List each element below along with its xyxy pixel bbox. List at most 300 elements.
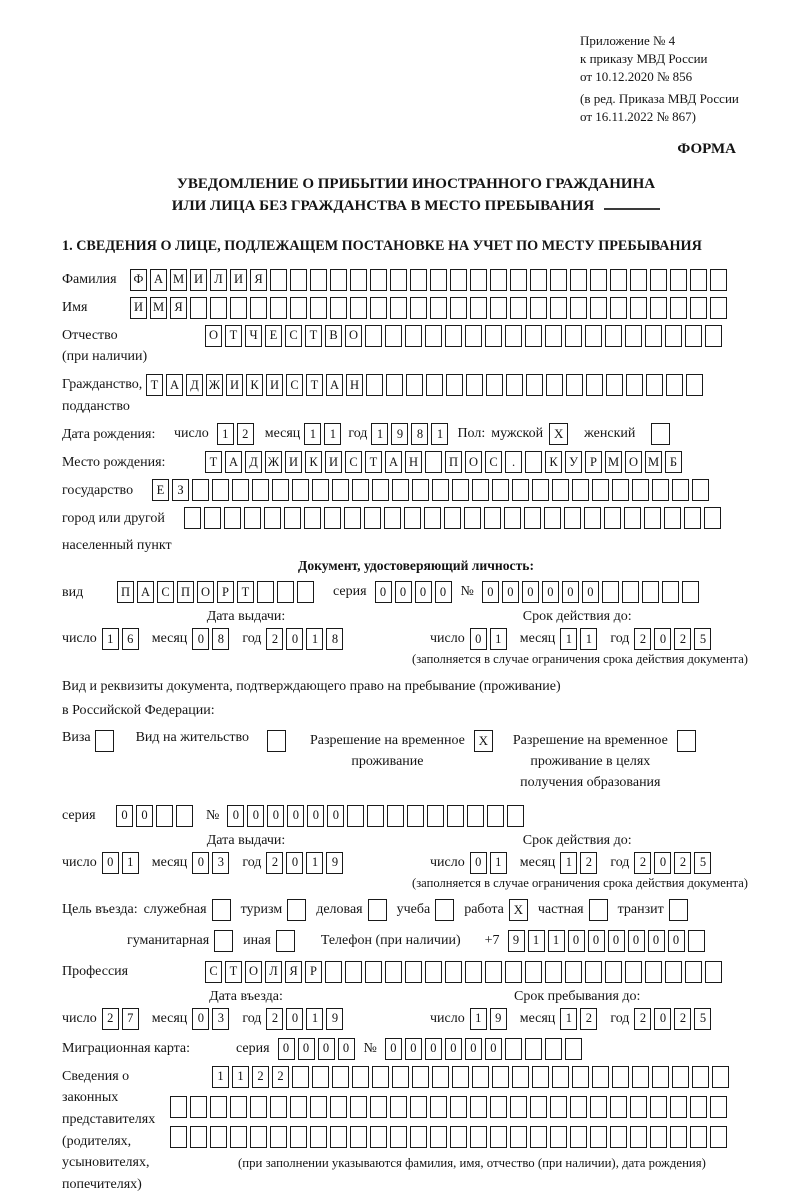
char-cell[interactable] — [406, 374, 423, 396]
char-cell[interactable] — [372, 1066, 389, 1088]
char-cell[interactable] — [570, 1096, 587, 1118]
char-cell[interactable]: 0 — [648, 930, 665, 952]
char-cell[interactable]: 0 — [470, 628, 487, 650]
char-cell[interactable] — [672, 1066, 689, 1088]
char-cell[interactable] — [450, 297, 467, 319]
char-cell[interactable] — [492, 479, 509, 501]
char-cell[interactable] — [486, 374, 503, 396]
char-cell[interactable] — [310, 1096, 327, 1118]
char-cell[interactable] — [590, 1126, 607, 1148]
char-cell[interactable]: 2 — [237, 423, 254, 445]
char-cell[interactable] — [190, 1126, 207, 1148]
char-cell[interactable]: Р — [217, 581, 234, 603]
char-cell[interactable] — [330, 269, 347, 291]
char-cell[interactable]: Т — [305, 325, 322, 347]
char-cell[interactable]: 1 — [470, 1008, 487, 1030]
purpose-transit-checkbox[interactable] — [669, 899, 688, 921]
char-cell[interactable]: 2 — [580, 1008, 597, 1030]
char-cell[interactable] — [252, 479, 269, 501]
char-cell[interactable] — [370, 1096, 387, 1118]
char-cell[interactable] — [485, 325, 502, 347]
char-cell[interactable]: 1 — [431, 423, 448, 445]
char-cell[interactable]: 0 — [287, 805, 304, 827]
char-cell[interactable]: 2 — [252, 1066, 269, 1088]
male-checkbox[interactable]: X — [549, 423, 568, 445]
char-cell[interactable]: Т — [225, 961, 242, 983]
char-cell[interactable]: 0 — [192, 852, 209, 874]
char-cell[interactable] — [270, 1096, 287, 1118]
char-cell[interactable] — [670, 1126, 687, 1148]
char-cell[interactable] — [277, 581, 294, 603]
char-cell[interactable] — [450, 1096, 467, 1118]
char-cell[interactable]: 1 — [371, 423, 388, 445]
char-cell[interactable]: 1 — [490, 628, 507, 650]
char-cell[interactable] — [410, 297, 427, 319]
char-cell[interactable]: И — [285, 451, 302, 473]
char-cell[interactable] — [310, 269, 327, 291]
char-cell[interactable] — [564, 507, 581, 529]
char-cell[interactable] — [565, 1038, 582, 1060]
char-cell[interactable] — [592, 479, 609, 501]
char-cell[interactable] — [385, 325, 402, 347]
char-cell[interactable] — [490, 1126, 507, 1148]
char-cell[interactable]: 8 — [212, 628, 229, 650]
char-cell[interactable]: 2 — [634, 852, 651, 874]
char-cell[interactable] — [224, 507, 241, 529]
residence-permit-checkbox[interactable] — [267, 730, 286, 752]
char-cell[interactable]: А — [137, 581, 154, 603]
char-cell[interactable]: Р — [305, 961, 322, 983]
char-cell[interactable] — [512, 479, 529, 501]
char-cell[interactable]: 0 — [307, 805, 324, 827]
char-cell[interactable] — [297, 581, 314, 603]
char-cell[interactable]: 1 — [324, 423, 341, 445]
char-cell[interactable]: 1 — [548, 930, 565, 952]
char-cell[interactable]: 9 — [326, 852, 343, 874]
char-cell[interactable]: 0 — [435, 581, 452, 603]
char-cell[interactable]: 0 — [298, 1038, 315, 1060]
char-cell[interactable] — [405, 961, 422, 983]
char-cell[interactable] — [392, 1066, 409, 1088]
char-cell[interactable]: 0 — [286, 628, 303, 650]
char-cell[interactable] — [350, 1096, 367, 1118]
char-cell[interactable] — [565, 325, 582, 347]
char-cell[interactable]: 0 — [522, 581, 539, 603]
char-cell[interactable] — [566, 374, 583, 396]
char-cell[interactable] — [365, 325, 382, 347]
char-cell[interactable]: 2 — [634, 1008, 651, 1030]
char-cell[interactable]: Т — [146, 374, 163, 396]
char-cell[interactable]: 0 — [286, 1008, 303, 1030]
rvp-checkbox[interactable]: X — [474, 730, 493, 752]
char-cell[interactable] — [250, 297, 267, 319]
char-cell[interactable] — [610, 1096, 627, 1118]
char-cell[interactable]: 1 — [560, 628, 577, 650]
char-cell[interactable] — [465, 325, 482, 347]
rvp-education-checkbox[interactable] — [677, 730, 696, 752]
char-cell[interactable] — [692, 1066, 709, 1088]
char-cell[interactable] — [230, 297, 247, 319]
visa-checkbox[interactable] — [95, 730, 114, 752]
char-cell[interactable] — [352, 479, 369, 501]
char-cell[interactable]: Н — [405, 451, 422, 473]
char-cell[interactable]: 0 — [485, 1038, 502, 1060]
char-cell[interactable] — [590, 269, 607, 291]
char-cell[interactable]: 0 — [318, 1038, 335, 1060]
char-cell[interactable] — [484, 507, 501, 529]
char-cell[interactable] — [350, 297, 367, 319]
char-cell[interactable] — [430, 297, 447, 319]
char-cell[interactable] — [570, 297, 587, 319]
char-cell[interactable] — [332, 1066, 349, 1088]
char-cell[interactable] — [490, 269, 507, 291]
char-cell[interactable]: 0 — [654, 852, 671, 874]
char-cell[interactable]: 7 — [122, 1008, 139, 1030]
char-cell[interactable] — [550, 1126, 567, 1148]
char-cell[interactable]: 1 — [528, 930, 545, 952]
char-cell[interactable] — [690, 1096, 707, 1118]
char-cell[interactable] — [192, 479, 209, 501]
char-cell[interactable]: И — [266, 374, 283, 396]
char-cell[interactable] — [427, 805, 444, 827]
char-cell[interactable] — [450, 269, 467, 291]
char-cell[interactable]: И — [230, 269, 247, 291]
char-cell[interactable]: У — [565, 451, 582, 473]
char-cell[interactable] — [705, 325, 722, 347]
char-cell[interactable] — [530, 269, 547, 291]
char-cell[interactable]: Я — [250, 269, 267, 291]
char-cell[interactable]: 0 — [628, 930, 645, 952]
char-cell[interactable] — [570, 1126, 587, 1148]
char-cell[interactable] — [585, 961, 602, 983]
char-cell[interactable] — [690, 1126, 707, 1148]
char-cell[interactable] — [685, 961, 702, 983]
char-cell[interactable] — [244, 507, 261, 529]
char-cell[interactable] — [565, 961, 582, 983]
char-cell[interactable]: 0 — [192, 628, 209, 650]
char-cell[interactable] — [630, 269, 647, 291]
char-cell[interactable] — [590, 297, 607, 319]
char-cell[interactable] — [170, 1126, 187, 1148]
char-cell[interactable] — [624, 507, 641, 529]
char-cell[interactable] — [472, 479, 489, 501]
char-cell[interactable] — [612, 479, 629, 501]
char-cell[interactable] — [670, 1096, 687, 1118]
purpose-private-checkbox[interactable] — [589, 899, 608, 921]
char-cell[interactable]: 0 — [247, 805, 264, 827]
char-cell[interactable] — [510, 297, 527, 319]
char-cell[interactable] — [407, 805, 424, 827]
char-cell[interactable] — [250, 1096, 267, 1118]
char-cell[interactable] — [672, 479, 689, 501]
char-cell[interactable]: 2 — [674, 628, 691, 650]
char-cell[interactable] — [510, 1096, 527, 1118]
char-cell[interactable]: 1 — [304, 423, 321, 445]
char-cell[interactable]: 5 — [694, 852, 711, 874]
char-cell[interactable] — [232, 479, 249, 501]
char-cell[interactable] — [572, 1066, 589, 1088]
char-cell[interactable] — [292, 1066, 309, 1088]
char-cell[interactable] — [470, 1126, 487, 1148]
char-cell[interactable] — [512, 1066, 529, 1088]
char-cell[interactable]: 0 — [267, 805, 284, 827]
char-cell[interactable] — [350, 269, 367, 291]
char-cell[interactable] — [272, 479, 289, 501]
char-cell[interactable] — [430, 269, 447, 291]
char-cell[interactable]: О — [205, 325, 222, 347]
female-checkbox[interactable] — [651, 423, 670, 445]
char-cell[interactable] — [472, 1066, 489, 1088]
char-cell[interactable] — [505, 961, 522, 983]
char-cell[interactable] — [552, 479, 569, 501]
char-cell[interactable] — [384, 507, 401, 529]
char-cell[interactable]: И — [226, 374, 243, 396]
char-cell[interactable]: 5 — [694, 628, 711, 650]
char-cell[interactable]: 0 — [338, 1038, 355, 1060]
char-cell[interactable] — [452, 1066, 469, 1088]
char-cell[interactable]: 0 — [327, 805, 344, 827]
char-cell[interactable] — [464, 507, 481, 529]
char-cell[interactable] — [532, 1066, 549, 1088]
char-cell[interactable]: 1 — [306, 852, 323, 874]
char-cell[interactable]: 0 — [668, 930, 685, 952]
char-cell[interactable] — [644, 507, 661, 529]
char-cell[interactable] — [632, 479, 649, 501]
char-cell[interactable] — [250, 1126, 267, 1148]
char-cell[interactable] — [204, 507, 221, 529]
char-cell[interactable] — [684, 507, 701, 529]
char-cell[interactable]: Ф — [130, 269, 147, 291]
char-cell[interactable]: Е — [152, 479, 169, 501]
char-cell[interactable]: Я — [285, 961, 302, 983]
char-cell[interactable]: 2 — [674, 852, 691, 874]
char-cell[interactable]: 2 — [634, 628, 651, 650]
char-cell[interactable] — [470, 269, 487, 291]
char-cell[interactable] — [170, 1096, 187, 1118]
char-cell[interactable]: 0 — [608, 930, 625, 952]
char-cell[interactable] — [390, 1096, 407, 1118]
char-cell[interactable]: 2 — [266, 628, 283, 650]
char-cell[interactable] — [425, 451, 442, 473]
char-cell[interactable]: 1 — [122, 852, 139, 874]
char-cell[interactable] — [610, 1126, 627, 1148]
char-cell[interactable] — [330, 1126, 347, 1148]
char-cell[interactable] — [602, 581, 619, 603]
char-cell[interactable] — [570, 269, 587, 291]
char-cell[interactable]: 6 — [122, 628, 139, 650]
char-cell[interactable] — [264, 507, 281, 529]
char-cell[interactable] — [345, 961, 362, 983]
char-cell[interactable]: Т — [205, 451, 222, 473]
char-cell[interactable]: 0 — [482, 581, 499, 603]
char-cell[interactable]: 1 — [306, 628, 323, 650]
char-cell[interactable]: С — [157, 581, 174, 603]
char-cell[interactable]: П — [177, 581, 194, 603]
char-cell[interactable]: И — [190, 269, 207, 291]
char-cell[interactable]: 0 — [542, 581, 559, 603]
char-cell[interactable] — [257, 581, 274, 603]
char-cell[interactable] — [270, 269, 287, 291]
char-cell[interactable] — [330, 297, 347, 319]
char-cell[interactable]: 2 — [272, 1066, 289, 1088]
char-cell[interactable]: 1 — [580, 628, 597, 650]
char-cell[interactable]: Т — [365, 451, 382, 473]
purpose-business-checkbox[interactable] — [368, 899, 387, 921]
char-cell[interactable]: 0 — [654, 1008, 671, 1030]
char-cell[interactable] — [585, 325, 602, 347]
char-cell[interactable] — [625, 325, 642, 347]
char-cell[interactable]: 3 — [212, 1008, 229, 1030]
char-cell[interactable] — [432, 479, 449, 501]
char-cell[interactable]: 2 — [266, 852, 283, 874]
char-cell[interactable] — [710, 1126, 727, 1148]
char-cell[interactable]: Л — [265, 961, 282, 983]
purpose-tourism-checkbox[interactable] — [287, 899, 306, 921]
char-cell[interactable]: 8 — [411, 423, 428, 445]
char-cell[interactable] — [366, 374, 383, 396]
char-cell[interactable] — [690, 269, 707, 291]
char-cell[interactable] — [626, 374, 643, 396]
char-cell[interactable] — [330, 1096, 347, 1118]
char-cell[interactable] — [670, 297, 687, 319]
char-cell[interactable]: О — [465, 451, 482, 473]
char-cell[interactable]: И — [130, 297, 147, 319]
char-cell[interactable]: А — [225, 451, 242, 473]
char-cell[interactable] — [550, 1096, 567, 1118]
char-cell[interactable] — [485, 961, 502, 983]
char-cell[interactable]: С — [205, 961, 222, 983]
char-cell[interactable]: . — [505, 451, 522, 473]
char-cell[interactable] — [710, 269, 727, 291]
char-cell[interactable]: М — [170, 269, 187, 291]
char-cell[interactable] — [505, 1038, 522, 1060]
char-cell[interactable] — [210, 1126, 227, 1148]
char-cell[interactable] — [665, 961, 682, 983]
char-cell[interactable] — [367, 805, 384, 827]
char-cell[interactable] — [550, 269, 567, 291]
char-cell[interactable] — [586, 374, 603, 396]
char-cell[interactable] — [212, 479, 229, 501]
char-cell[interactable] — [284, 507, 301, 529]
char-cell[interactable] — [184, 507, 201, 529]
char-cell[interactable] — [664, 507, 681, 529]
char-cell[interactable] — [390, 297, 407, 319]
char-cell[interactable]: З — [172, 479, 189, 501]
char-cell[interactable] — [666, 374, 683, 396]
char-cell[interactable] — [625, 961, 642, 983]
char-cell[interactable] — [490, 297, 507, 319]
char-cell[interactable] — [270, 1126, 287, 1148]
char-cell[interactable] — [370, 269, 387, 291]
char-cell[interactable] — [312, 1066, 329, 1088]
char-cell[interactable]: 0 — [395, 581, 412, 603]
char-cell[interactable] — [642, 581, 659, 603]
char-cell[interactable] — [605, 325, 622, 347]
char-cell[interactable] — [290, 1126, 307, 1148]
char-cell[interactable] — [350, 1126, 367, 1148]
char-cell[interactable]: 0 — [286, 852, 303, 874]
char-cell[interactable] — [467, 805, 484, 827]
char-cell[interactable] — [310, 297, 327, 319]
char-cell[interactable]: М — [645, 451, 662, 473]
char-cell[interactable] — [605, 961, 622, 983]
char-cell[interactable] — [544, 507, 561, 529]
char-cell[interactable] — [524, 507, 541, 529]
char-cell[interactable] — [465, 961, 482, 983]
char-cell[interactable]: Р — [585, 451, 602, 473]
char-cell[interactable] — [210, 1096, 227, 1118]
char-cell[interactable] — [425, 961, 442, 983]
char-cell[interactable]: 0 — [102, 852, 119, 874]
char-cell[interactable] — [530, 1126, 547, 1148]
char-cell[interactable]: 0 — [582, 581, 599, 603]
char-cell[interactable] — [645, 961, 662, 983]
char-cell[interactable] — [344, 507, 361, 529]
char-cell[interactable]: 1 — [560, 852, 577, 874]
char-cell[interactable]: 9 — [508, 930, 525, 952]
char-cell[interactable] — [505, 325, 522, 347]
char-cell[interactable]: Ж — [206, 374, 223, 396]
char-cell[interactable]: А — [385, 451, 402, 473]
char-cell[interactable]: С — [345, 451, 362, 473]
char-cell[interactable]: 1 — [490, 852, 507, 874]
char-cell[interactable]: Н — [346, 374, 363, 396]
char-cell[interactable]: 1 — [232, 1066, 249, 1088]
char-cell[interactable]: К — [246, 374, 263, 396]
char-cell[interactable]: Л — [210, 269, 227, 291]
char-cell[interactable]: 0 — [116, 805, 133, 827]
char-cell[interactable] — [445, 961, 462, 983]
char-cell[interactable] — [370, 1126, 387, 1148]
purpose-study-checkbox[interactable] — [435, 899, 454, 921]
char-cell[interactable] — [545, 325, 562, 347]
char-cell[interactable]: 0 — [425, 1038, 442, 1060]
char-cell[interactable]: 0 — [192, 1008, 209, 1030]
char-cell[interactable]: 2 — [102, 1008, 119, 1030]
char-cell[interactable] — [372, 479, 389, 501]
char-cell[interactable] — [492, 1066, 509, 1088]
char-cell[interactable] — [650, 1126, 667, 1148]
char-cell[interactable]: 5 — [694, 1008, 711, 1030]
char-cell[interactable]: 1 — [560, 1008, 577, 1030]
char-cell[interactable]: 3 — [212, 852, 229, 874]
char-cell[interactable]: 0 — [278, 1038, 295, 1060]
char-cell[interactable] — [386, 374, 403, 396]
char-cell[interactable] — [446, 374, 463, 396]
char-cell[interactable] — [410, 269, 427, 291]
char-cell[interactable]: 1 — [102, 628, 119, 650]
char-cell[interactable]: 9 — [326, 1008, 343, 1030]
char-cell[interactable] — [630, 297, 647, 319]
char-cell[interactable]: А — [166, 374, 183, 396]
char-cell[interactable]: Д — [186, 374, 203, 396]
char-cell[interactable] — [546, 374, 563, 396]
char-cell[interactable]: О — [345, 325, 362, 347]
char-cell[interactable]: П — [117, 581, 134, 603]
char-cell[interactable] — [610, 269, 627, 291]
char-cell[interactable]: 0 — [385, 1038, 402, 1060]
char-cell[interactable] — [705, 961, 722, 983]
char-cell[interactable] — [230, 1126, 247, 1148]
char-cell[interactable]: О — [245, 961, 262, 983]
char-cell[interactable] — [592, 1066, 609, 1088]
char-cell[interactable] — [525, 1038, 542, 1060]
char-cell[interactable]: Е — [265, 325, 282, 347]
char-cell[interactable] — [425, 325, 442, 347]
char-cell[interactable] — [532, 479, 549, 501]
char-cell[interactable] — [304, 507, 321, 529]
char-cell[interactable] — [525, 961, 542, 983]
